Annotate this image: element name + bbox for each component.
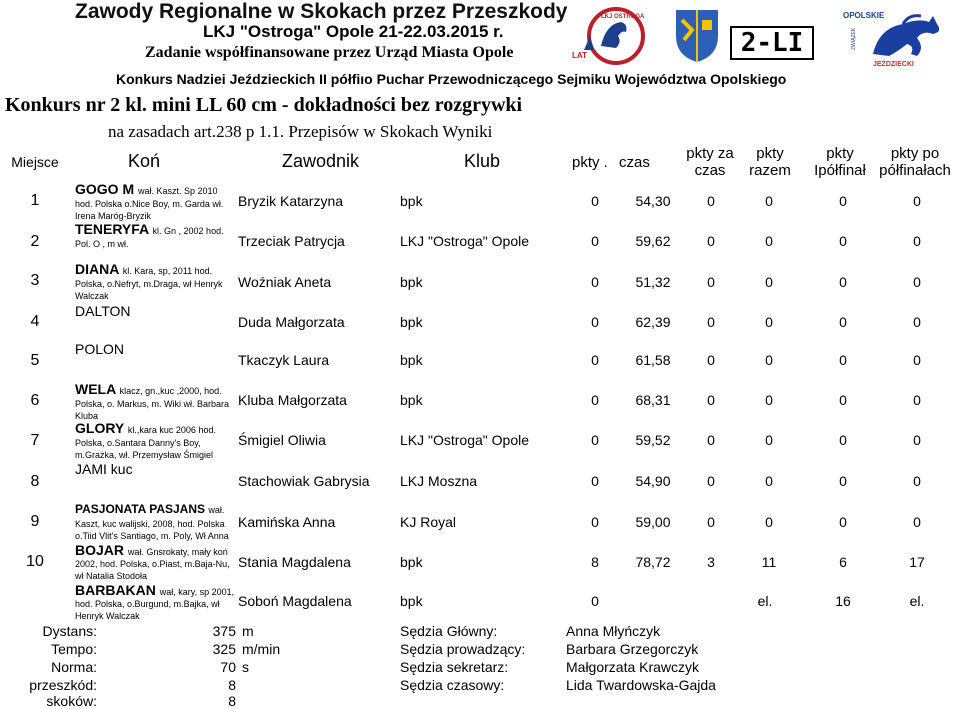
row-7-club: LKJ "Ostroga" Opole (400, 432, 530, 448)
row-11-club: bpk (400, 593, 423, 609)
norm-label: Norma: (51, 659, 97, 675)
row-5-total: 0 (765, 352, 773, 368)
row-3-club: bpk (400, 274, 423, 290)
row-9-semi: 0 (839, 514, 847, 530)
row-1-place: 1 (30, 192, 40, 209)
row-3-horse: DIANA kl. Kara, sp, 2011 hod. (75, 261, 213, 277)
row-9-time-points: 0 (707, 514, 715, 530)
row-11-time: el. (757, 593, 773, 609)
row-10-rider: Stania Magdalena (238, 554, 351, 570)
col-total-l2: razem (749, 162, 791, 179)
row-10-club: bpk (400, 554, 423, 570)
row-1-total: 0 (765, 193, 773, 209)
tempo-label: Tempo: (51, 641, 97, 657)
event-title: Zawody Regionalne w Skokach przez Przeszkody (75, 0, 568, 23)
col-semi-l1: pkty (826, 145, 854, 162)
row-7-place: 7 (30, 432, 40, 449)
row-8-club: LKJ Moszna (400, 473, 478, 489)
row-10-horse: BOJAR wał. Gnsrokaty, mały koń (75, 542, 228, 558)
row-2-place: 2 (30, 233, 40, 250)
row-3-after: 0 (913, 274, 921, 290)
tempo-unit: m/min (242, 641, 281, 657)
row-8-after: 0 (913, 473, 921, 489)
row-1-horse: GOGO M wał. Kaszt. Sp 2010 (75, 181, 218, 197)
row-8-semi: 0 (839, 473, 847, 489)
row-6-horse-desc: Polska, o. Markus, m. Wiki wł. Barbara Kluba (75, 399, 230, 421)
col-after-semi-l2: półfinałach (879, 162, 951, 179)
row-2-penalty: 0 (591, 233, 599, 249)
col-club: Klub (464, 151, 501, 171)
judge-secretary-label: Sędzia sekretarz: (400, 659, 509, 675)
club-logo (566, 6, 666, 66)
row-3-semi: 0 (839, 274, 847, 290)
row-8-penalty: 0 (591, 473, 599, 489)
funding-note: Zadanie współfinansowane przez Urząd Miasta Opole (145, 44, 514, 61)
col-semi (808, 145, 872, 179)
row-9-total: 0 (765, 514, 773, 530)
row-5-horse: POLON (75, 341, 125, 357)
row-9-horse: PASJONATA PASJANS wał. (75, 502, 225, 516)
row-7-after: 0 (913, 432, 921, 448)
row-1-club: bpk (400, 193, 423, 209)
row-4-rider: Duda Małgorzata (238, 314, 345, 330)
col-after-semi-l1: pkty po (890, 145, 940, 162)
region-logo-text-1: OPOLSKIE (843, 11, 885, 20)
col-total-l1: pkty (756, 145, 784, 162)
city-coat-of-arms (672, 6, 722, 64)
series-title: Konkurs Nadziei Jeździeckich II półfiıo Puchar Przewodniczącego Sejmiku Województwa Opolskiego (116, 71, 787, 87)
row-7-time: 59,52 (635, 432, 671, 448)
regional-association-logo (833, 4, 953, 70)
club-logo-name-text: LKJ OSTROGA (601, 14, 645, 20)
col-time-points-l1: pkty za (686, 145, 734, 162)
row-5-time: 61,58 (635, 352, 671, 368)
row-3-penalty: 0 (591, 274, 599, 290)
row-10-place: 10 (26, 553, 44, 570)
distance-value: 375 (212, 623, 236, 639)
row-5-after: 0 (913, 352, 921, 368)
col-semi-l2: Ipółfinał (814, 162, 866, 179)
row-1-time-points: 0 (707, 193, 715, 209)
row-9-after: 0 (913, 514, 921, 530)
col-rider: Zawodnik (282, 151, 360, 171)
jumps-label: skoków: (46, 693, 97, 709)
row-6-time-points: 0 (707, 392, 715, 408)
club-logo-year-text: LAT (572, 51, 587, 60)
row-2-time-points: 0 (707, 233, 715, 249)
judge-lead-name: Barbara Grzegorczyk (566, 641, 699, 657)
row-5-rider: Tkaczyk Laura (238, 352, 330, 368)
row-2-horse: TENERYFA kl. Gn , 2002 hod. (75, 221, 224, 237)
row-1-time: 54,30 (635, 193, 671, 209)
judge-lead-label: Sędzia prowadzący: (400, 641, 526, 657)
judge-time-name: Lida Twardowska-Gajda (566, 677, 716, 693)
row-7-total: 0 (765, 432, 773, 448)
row-6-place: 6 (30, 392, 40, 409)
row-7-horse: GLORY kl.,kara kuc 2006 hod. (75, 420, 216, 436)
row-6-penalty: 0 (591, 392, 599, 408)
row-7-rider: Śmigiel Oliwia (238, 432, 326, 448)
row-1-rider: Bryzik Katarzyna (238, 193, 344, 209)
row-4-club: bpk (400, 314, 423, 330)
row-4-place: 4 (30, 313, 40, 330)
row-10-total: 11 (761, 554, 777, 570)
row-8-rider: Stachowiak Gabrysia (238, 473, 370, 489)
col-place: Miejsce (11, 154, 59, 170)
row-2-rider: Trzeciak Patrycja (238, 233, 345, 249)
col-total (740, 145, 800, 179)
row-9-club: KJ Royal (400, 514, 457, 530)
row-1-after: 0 (913, 193, 921, 209)
row-2-after: 0 (913, 233, 921, 249)
row-4-time-points: 0 (707, 314, 715, 330)
class-badge-text: 2-LI (740, 28, 804, 58)
row-9-penalty: 0 (591, 514, 599, 530)
row-4-semi: 0 (839, 314, 847, 330)
row-5-place: 5 (30, 352, 40, 369)
event-subtitle: LKJ "Ostroga" Opole 21-22.03.2015 r. (203, 22, 504, 41)
region-logo-text-2: ZWIĄZEK (851, 27, 857, 50)
obstacles-value: 8 (228, 677, 236, 693)
row-3-time-points: 0 (707, 274, 715, 290)
row-3-total: 0 (765, 274, 773, 290)
row-2-club: LKJ "Ostroga" Opole (400, 233, 530, 249)
row-11-horse: BARBAKAN wał, kary, sp 2001, (75, 582, 235, 598)
row-6-time: 68,31 (635, 392, 671, 408)
row-1-horse-desc: hod. Polska o.Nice Boy, m. Garda wł. Irena Maróg-Bryzik (75, 199, 224, 221)
class-badge (730, 26, 814, 60)
col-penalty: pkty . (572, 154, 608, 171)
row-10-semi: 6 (839, 554, 847, 570)
row-5-club: bpk (400, 352, 423, 368)
row-7-penalty: 0 (591, 432, 599, 448)
row-6-horse: WELA klacz, gn.,kuc ,2000, hod. (75, 381, 222, 397)
norm-value: 70 (220, 659, 236, 675)
row-10-time-points: 3 (707, 554, 715, 570)
row-11-horse-desc: hod. Polska, o.Burgund, m.Bajka, wł Henryk Walczak (75, 599, 220, 621)
judge-time-label: Sędzia czasowy: (400, 677, 505, 693)
row-8-time-points: 0 (707, 473, 715, 489)
col-time-points (680, 145, 740, 179)
row-9-time: 59,00 (635, 514, 671, 530)
row-4-time: 62,39 (635, 314, 671, 330)
judge-main-label: Sędzia Główny: (400, 623, 498, 639)
row-6-rider: Kluba Małgorzata (238, 392, 347, 408)
row-5-semi: 0 (839, 352, 847, 368)
distance-unit: m (242, 623, 254, 639)
row-9-place: 9 (30, 513, 40, 530)
row-5-penalty: 0 (591, 352, 599, 368)
row-8-place: 8 (30, 473, 40, 490)
row-3-place: 3 (30, 272, 40, 289)
judge-main-name: Anna Młyńczyk (566, 623, 661, 639)
row-8-horse: JAMI kuc (75, 461, 133, 477)
row-3-time: 51,32 (635, 274, 671, 290)
row-6-after: 0 (913, 392, 921, 408)
row-4-after: 0 (913, 314, 921, 330)
row-9-horse-desc: Kaszt, kuc walijski, 2008, hod. Polska o.Tiid Vlit's Santiago, m. Poly, Wł Anna (75, 519, 229, 541)
row-6-total: 0 (765, 392, 773, 408)
row-11-after: el. (909, 593, 925, 609)
obstacles-label: przeszkód: (29, 677, 97, 693)
row-1-penalty: 0 (591, 193, 599, 209)
row-10-time: 78,72 (635, 554, 671, 570)
row-10-after: 17 (909, 554, 925, 570)
competition-title: Konkurs nr 2 kl. mini LL 60 cm - dokładności bez rozgrywki (5, 94, 523, 116)
row-4-penalty: 0 (591, 314, 599, 330)
row-5-time-points: 0 (707, 352, 715, 368)
row-3-horse-desc: Polska, o.Nefryt, m.Draga, wł Henryk Walczak (75, 279, 223, 301)
row-7-semi: 0 (839, 432, 847, 448)
jumps-value: 8 (228, 693, 236, 709)
norm-unit: s (242, 659, 249, 675)
judge-secretary-name: Małgorzata Krawczyk (566, 659, 700, 675)
col-time: czas (619, 154, 650, 171)
rules-line: na zasadach art.238 p 1.1. Przepisów w Skokach Wyniki (108, 122, 493, 141)
tempo-value: 325 (212, 641, 236, 657)
row-10-penalty: 8 (591, 554, 599, 570)
region-logo-text-3: JEŹDZIECKI (873, 61, 914, 68)
row-2-semi: 0 (839, 233, 847, 249)
row-1-semi: 0 (839, 193, 847, 209)
row-2-total: 0 (765, 233, 773, 249)
row-8-time: 54,90 (635, 473, 671, 489)
row-2-horse-desc: Pol. O , m wł. (75, 239, 129, 249)
row-4-total: 0 (765, 314, 773, 330)
col-after-semi (872, 145, 958, 179)
row-6-semi: 0 (839, 392, 847, 408)
row-11-rider: Soboń Magdalena (238, 593, 352, 609)
col-horse: Koń (128, 151, 161, 171)
row-10-horse-desc: 2002, hod. Polska, o.Piast, m.Baja-Nu, wł Natalia Stodoła (75, 559, 230, 581)
row-3-rider: Woźniak Aneta (238, 274, 332, 290)
row-11-penalty: 0 (591, 593, 599, 609)
row-6-club: bpk (400, 392, 423, 408)
row-7-horse-desc: Polska, o.Santara Danny's Boy, m.Grażka, wł. Przemysław Śmigiel (75, 438, 214, 460)
col-time-points-l2: czas (694, 162, 726, 179)
row-11-semi: 16 (835, 593, 851, 609)
row-8-total: 0 (765, 473, 773, 489)
row-9-rider: Kamińska Anna (238, 514, 336, 530)
row-4-horse: DALTON (75, 303, 131, 319)
row-2-time: 59,62 (635, 233, 671, 249)
distance-label: Dystans: (42, 623, 97, 639)
row-7-time-points: 0 (707, 432, 715, 448)
